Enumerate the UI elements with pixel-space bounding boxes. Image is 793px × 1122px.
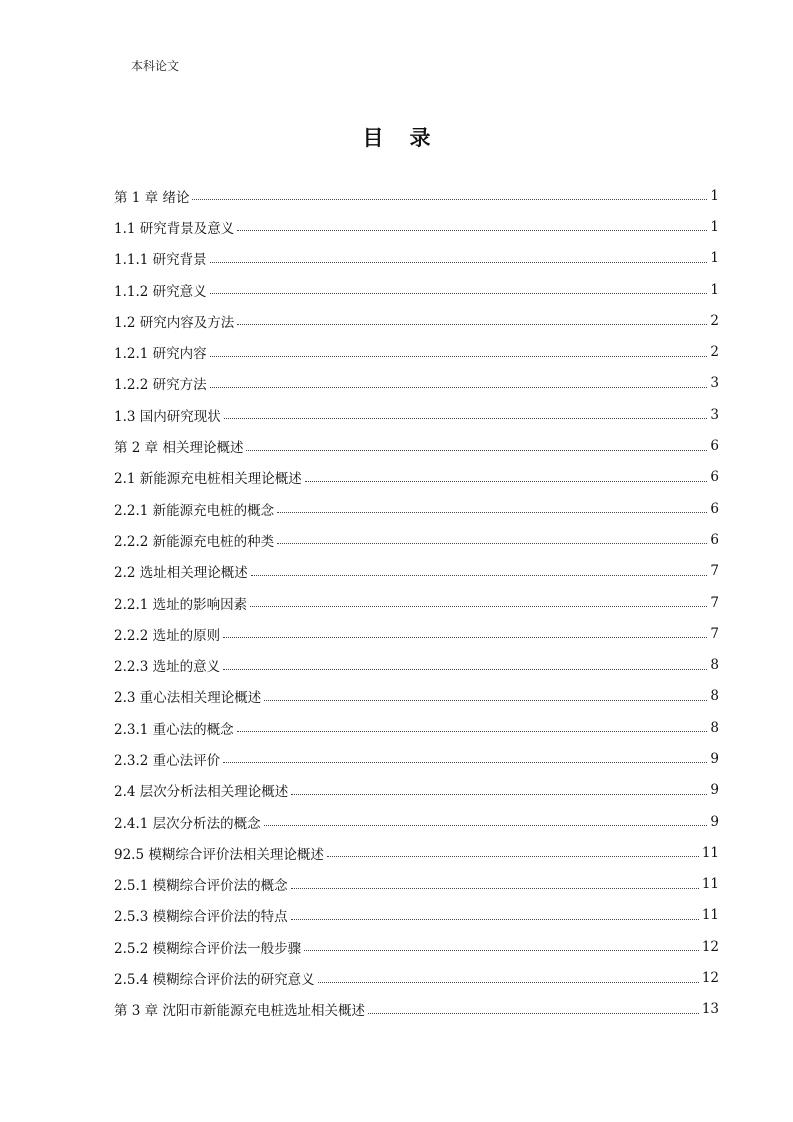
toc-entry-title: 1.2.1 研究内容 bbox=[114, 346, 207, 363]
toc-entry-page-number: 13 bbox=[701, 1001, 719, 1018]
dot-leader bbox=[277, 512, 707, 513]
dot-leader bbox=[264, 825, 708, 826]
toc-entry-page-number: 8 bbox=[710, 657, 719, 674]
toc-entry[interactable] bbox=[114, 962, 719, 993]
dot-leader bbox=[246, 450, 707, 451]
toc-entry-page-number: 9 bbox=[710, 750, 719, 767]
toc-entry-title: 2.2.2 选址的原则 bbox=[114, 627, 221, 644]
toc-entry-page-number: 8 bbox=[710, 719, 719, 736]
dot-leader bbox=[304, 950, 699, 951]
toc-entry[interactable] bbox=[114, 399, 719, 430]
toc-entry-page-number: 9 bbox=[710, 813, 719, 830]
toc-entry-page-number: 7 bbox=[710, 594, 719, 611]
toc-entry[interactable] bbox=[114, 806, 719, 837]
toc-entry[interactable] bbox=[114, 556, 719, 587]
toc-entry-title: 第 2 章 相关理论概述 bbox=[114, 440, 244, 457]
toc-entry-page-number: 12 bbox=[701, 938, 719, 955]
toc-entry[interactable] bbox=[114, 211, 719, 242]
toc-entry-title: 2.3.1 重心法的概念 bbox=[114, 721, 234, 738]
toc-entry-title: 2.4.1 层次分析法的概念 bbox=[114, 815, 261, 832]
toc-entry-page-number: 6 bbox=[710, 438, 719, 455]
toc-entry-title: 2.5.2 模糊综合评价法一般步骤 bbox=[114, 940, 302, 957]
dot-leader bbox=[210, 262, 708, 263]
toc-entry-title: 第 3 章 沈阳市新能源充电桩选址相关概述 bbox=[114, 1003, 365, 1020]
toc-entry[interactable] bbox=[114, 681, 719, 712]
dot-leader bbox=[264, 700, 707, 701]
toc-entry[interactable] bbox=[114, 493, 719, 524]
toc-entry-page-number: 1 bbox=[710, 281, 719, 298]
toc-entry-title: 2.5.1 模糊综合评价法的概念 bbox=[114, 878, 288, 895]
toc-entry-page-number: 6 bbox=[710, 531, 719, 548]
toc-entry[interactable] bbox=[114, 368, 719, 399]
toc-entry-page-number: 11 bbox=[701, 876, 719, 893]
dot-leader bbox=[291, 794, 707, 795]
toc-entry-title: 2.5.4 模糊综合评价法的研究意义 bbox=[114, 972, 315, 989]
toc-entry[interactable] bbox=[114, 274, 719, 305]
toc-entry[interactable] bbox=[114, 869, 719, 900]
toc-entry-title: 2.3.2 重心法评价 bbox=[114, 752, 221, 769]
toc-entry[interactable] bbox=[114, 430, 719, 461]
dot-leader bbox=[237, 324, 707, 325]
toc-entry-page-number: 9 bbox=[710, 782, 719, 799]
dot-leader bbox=[291, 888, 699, 889]
toc-entry-page-number: 2 bbox=[710, 344, 719, 361]
toc-entry-title: 2.2.3 选址的意义 bbox=[114, 659, 221, 676]
toc-entry-title: 2.5.3 模糊综合评价法的特点 bbox=[114, 909, 288, 926]
toc-entry-page-number: 1 bbox=[710, 250, 719, 267]
toc-entry-title: 1.1.2 研究意义 bbox=[114, 283, 207, 300]
dot-leader bbox=[223, 669, 707, 670]
toc-entry-page-number: 12 bbox=[701, 970, 719, 987]
toc-entry-title: 1.3 国内研究现状 bbox=[114, 408, 221, 425]
toc-entry-title: 92.5 模糊综合评价法相关理论概述 bbox=[114, 846, 324, 863]
toc-entry-page-number: 7 bbox=[710, 625, 719, 642]
dot-leader bbox=[368, 1013, 699, 1014]
title-char-1: 目 bbox=[362, 126, 384, 150]
toc-entry[interactable] bbox=[114, 243, 719, 274]
dot-leader bbox=[237, 731, 708, 732]
toc-entry-page-number: 1 bbox=[710, 187, 719, 204]
toc-entry[interactable] bbox=[114, 743, 719, 774]
toc-entry[interactable] bbox=[114, 462, 719, 493]
toc-entry-page-number: 7 bbox=[710, 563, 719, 580]
toc-entry[interactable] bbox=[114, 931, 719, 962]
table-of-contents bbox=[114, 180, 719, 1025]
dot-leader bbox=[210, 356, 708, 357]
toc-entry-page-number: 1 bbox=[710, 218, 719, 235]
dot-leader bbox=[318, 982, 699, 983]
toc-entry-page-number: 8 bbox=[710, 688, 719, 705]
toc-entry-page-number: 11 bbox=[701, 844, 719, 861]
toc-entry-title: 2.2 选址相关理论概述 bbox=[114, 565, 248, 582]
dot-leader bbox=[305, 481, 708, 482]
toc-entry[interactable] bbox=[114, 712, 719, 743]
dot-leader bbox=[223, 637, 707, 638]
toc-entry-title: 2.2.2 新能源充电桩的种类 bbox=[114, 533, 275, 550]
dot-leader bbox=[192, 199, 707, 200]
toc-entry[interactable] bbox=[114, 994, 719, 1025]
dot-leader bbox=[251, 575, 708, 576]
dot-leader bbox=[237, 230, 707, 231]
dot-leader bbox=[210, 387, 708, 388]
toc-entry-title: 1.1.1 研究背景 bbox=[114, 252, 207, 269]
toc-entry[interactable] bbox=[114, 336, 719, 367]
toc-entry-page-number: 11 bbox=[701, 907, 719, 924]
toc-entry-title: 2.3 重心法相关理论概述 bbox=[114, 690, 262, 707]
toc-entry[interactable] bbox=[114, 649, 719, 680]
toc-entry[interactable] bbox=[114, 775, 719, 806]
toc-entry[interactable] bbox=[114, 524, 719, 555]
running-header: 本科论文 bbox=[131, 59, 180, 73]
dot-leader bbox=[223, 762, 707, 763]
dot-leader bbox=[291, 919, 699, 920]
toc-entry[interactable] bbox=[114, 837, 719, 868]
dot-leader bbox=[277, 543, 707, 544]
toc-entry-page-number: 2 bbox=[710, 312, 719, 329]
toc-entry[interactable] bbox=[114, 305, 719, 336]
toc-entry-title: 2.4 层次分析法相关理论概述 bbox=[114, 784, 289, 801]
toc-entry-page-number: 3 bbox=[710, 375, 719, 392]
toc-entry[interactable] bbox=[114, 618, 719, 649]
toc-entry[interactable] bbox=[114, 900, 719, 931]
toc-entry-page-number: 6 bbox=[710, 469, 719, 486]
toc-entry-title: 1.2.2 研究方法 bbox=[114, 377, 207, 394]
toc-entry[interactable] bbox=[114, 180, 719, 211]
toc-entry-title: 2.1 新能源充电桩相关理论概述 bbox=[114, 471, 302, 488]
title-char-2: 录 bbox=[409, 126, 431, 150]
toc-entry[interactable] bbox=[114, 587, 719, 618]
dot-leader bbox=[327, 856, 699, 857]
toc-entry-title: 第 1 章 绪论 bbox=[114, 189, 190, 206]
toc-entry-title: 2.2.1 新能源充电桩的概念 bbox=[114, 502, 275, 519]
toc-entry-title: 1.2 研究内容及方法 bbox=[114, 314, 235, 331]
dot-leader bbox=[250, 606, 707, 607]
toc-entry-title: 1.1 研究背景及意义 bbox=[114, 220, 235, 237]
page-title bbox=[0, 122, 793, 152]
dot-leader bbox=[224, 418, 708, 419]
dot-leader bbox=[210, 293, 708, 294]
toc-entry-title: 2.2.1 选址的影响因素 bbox=[114, 596, 248, 613]
toc-entry-page-number: 3 bbox=[710, 406, 719, 423]
toc-entry-page-number: 6 bbox=[710, 500, 719, 517]
